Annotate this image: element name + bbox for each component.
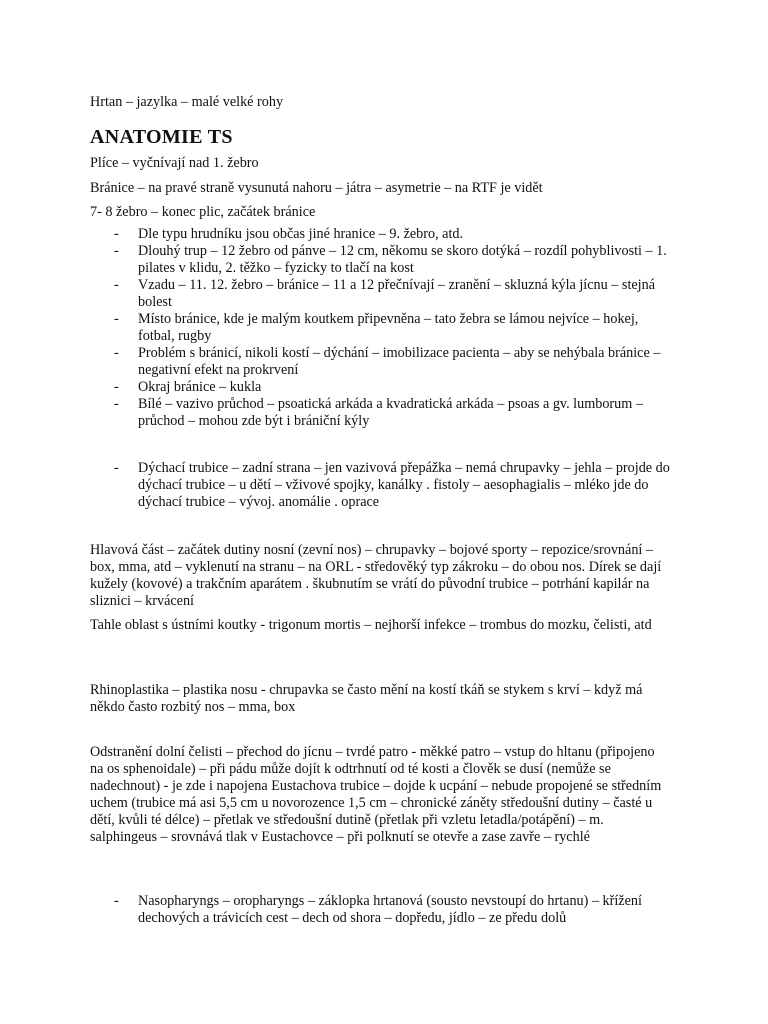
list-item: - Nasopharyngs – oropharyngs – záklopka hrtanová (sousto nevstoupí do hrtanu) – křížení dechových a trávicích cest – dech od shora – dopředu, jídlo – ze předu dolů: [90, 893, 670, 927]
paragraph-hlavova: Hlavová část – začátek dutiny nosní (zevní nos) – chrupavky – bojové sporty – repozice/srovnání – box, mma, atd – vyklenutí na stranu – na ORL - středověký typ zákroku – do obou nos. Dírek se dají kužely (kovové) a trakčním aparátem . škubnutím se vrátí do původní trubice – potrhání kapilár na sliznici – krvácení: [90, 542, 662, 609]
paragraph-plice: Plíce – vyčnívají nad 1. žebro: [90, 155, 259, 171]
list-item: - Dle typu hrudníku jsou občas jiné hranice – 9. žebro, atd.: [90, 226, 670, 243]
paragraph-rhinoplastika: Rhinoplastika – plastika nosu - chrupavka se často mění na kostí tkáň se stykem s krví – když má někdo často rozbitý nos – mma, box: [90, 682, 643, 715]
bullet-list-2: [90, 460, 670, 511]
list-item: - Dlouhý trup – 12 žebro od pánve – 12 cm, někomu se skoro dotýká – rozdíl pohyblivosti – 1. pilates v klidu, 2. těžko – fyzicky to tlačí na kost: [90, 243, 670, 277]
bullet-list-3: [90, 893, 670, 927]
paragraph-tahle: Tahle oblast s ústními koutky - trigonum mortis – nejhorší infekce – trombus do mozku, čelisti, atd: [90, 617, 652, 633]
bullet-list-1: [90, 226, 670, 430]
list-item: - Bílé – vazivo průchod – psoatická arkáda a kvadratická arkáda – psoas a gv. lumborum – průchod – mohou zde být i brániční kýly: [90, 396, 670, 430]
page-heading: ANATOMIE TS: [90, 126, 233, 148]
list-item: - Okraj bránice – kukla: [90, 379, 670, 396]
top-line: Hrtan – jazylka – malé velké rohy: [90, 94, 284, 110]
paragraph-branice: Bránice – na pravé straně vysunutá nahoru – játra – asymetrie – na RTF je vidět: [90, 180, 543, 196]
list-item: - Vzadu – 11. 12. žebro – bránice – 11 a 12 přečnívají – zranění – skluzná kýla jícnu – stejná bolest: [90, 277, 670, 311]
list-item: - Dýchací trubice – zadní strana – jen vazivová přepážka – nemá chrupavky – jehla – projde do dýchací trubice – u dětí – vživové spojky, kanálky . fistoly – aesophagialis – mléko jde do dýchací trubice – vývoj. anomálie . oprace: [90, 460, 670, 511]
list-item: - Problém s bránicí, nikoli kostí – dýchání – imobilizace pacienta – aby se nehýbala bránice – negativní efekt na prokrvení: [90, 345, 670, 379]
list-item: - Místo bránice, kde je malým koutkem připevněna – tato žebra se lámou nejvíce – hokej, fotbal, rugby: [90, 311, 670, 345]
paragraph-odstraneni: Odstranění dolní čelisti – přechod do jícnu – tvrdé patro - měkké patro – vstup do hltanu (připojeno na os sphenoidale) – při pádu může dojít k odtrhnutí od té kosti a člověk se dusí (nemůže se nadechnout) - je zde i napojena Eustachova trubice – dojde k ucpání – nebude propojené se středním uchem (trubice má asi 5,5 cm u novorozence 1,5 cm – chronické záněty středoušní dutiny – časté u dětí, kvůli té délce) – přetlak ve středoušní dutině (přetlak při vzletu letadla/potápění) – m. salphingeus – srovnává tlak v Eustachovce – při polknutí se otevře a zase zavře – rychlé: [90, 744, 662, 845]
paragraph-zebro: 7- 8 žebro – konec plic, začátek bránice: [90, 204, 316, 220]
